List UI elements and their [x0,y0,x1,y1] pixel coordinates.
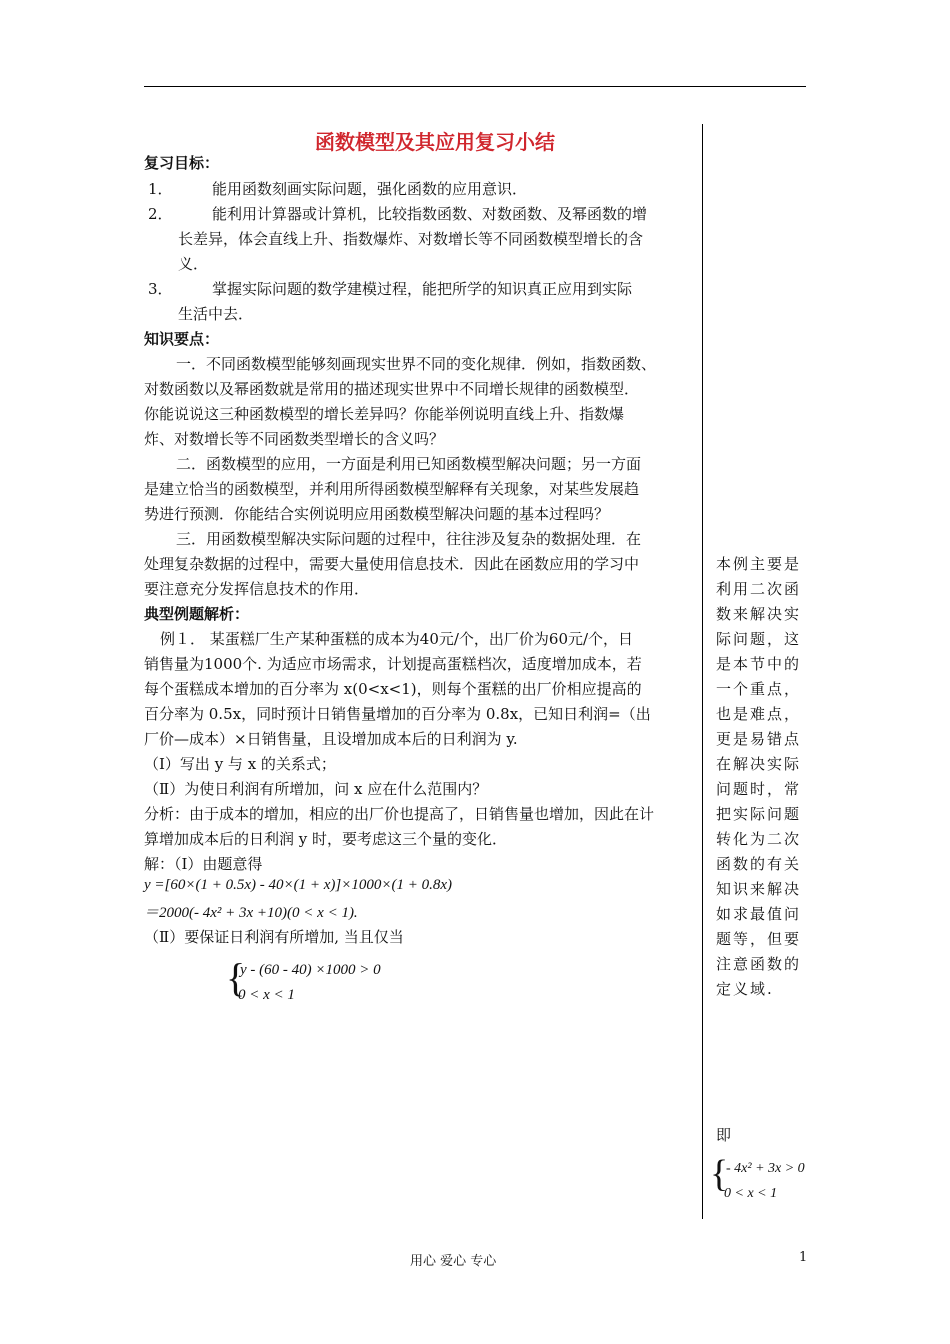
formula-line-1: y =[60×(1 + 0.5x) - 40×(1 + x)]×1000×(1 + 0.8x) [144,877,452,893]
header-rule [144,86,806,87]
point-3-line-3: 要注意充分发挥信息技术的作用． [144,580,370,598]
side-note-line-14: 知识来解决 [716,880,802,898]
example-question-2: （Ⅱ）为使日利润有所增加，问 x 应在什么范围内？ [144,780,488,798]
point-1-line-3: 你能说说这三种函数模型的增长差异吗？你能举例说明直线上升、指数爆 [144,405,625,423]
part-2-line: （Ⅱ）要保证日利润有所增加, 当且仅当 [144,928,404,946]
side-note-line-3: 数来解决实 [716,605,802,623]
goal-3-number: 3． [148,280,173,298]
side-note-line-5: 是本节中的 [716,655,802,673]
points-heading: 知识要点： [144,330,220,348]
analysis-line-1: 分析：由于成本的增加，相应的出厂价也提高了，日销售量也增加，因此在计 [144,805,655,823]
side-note-line-10: 问题时，常 [716,780,802,798]
example-line-1: 例１． 某蛋糕厂生产某种蛋糕的成本为40元/个，出厂价为60元/个，日 [160,630,634,648]
side-note-line-17: 注意函数的 [716,955,802,973]
point-1-line-1: 一．不同函数模型能够刻画现实世界不同的变化规律．例如，指数函数、 [176,355,657,373]
system-2-brace: { [710,1153,729,1195]
example-line-3: 每个蛋糕成本增加的百分率为 x(0<x<1)，则每个蛋糕的出厂价相应提高的 [144,680,642,698]
point-3-line-1: 三．用函数模型解决实际问题的过程中，往往涉及复杂的数据处理．在 [176,530,642,548]
goal-2-line-2: 长差异，体会直线上升、指数爆炸、对数增长等不同函数模型增长的含 [178,230,644,248]
example-question-1: （Ⅰ）写出 y 与 x 的关系式； [144,755,336,773]
point-2-line-1: 二．函数模型的应用，一方面是利用已知函数模型解决问题；另一方面 [176,455,642,473]
system-1-line-1: y - (60 - 40) ×1000 > 0 [240,962,381,978]
page-title: 函数模型及其应用复习小结 [315,130,555,154]
margin-divider [702,124,703,1219]
analysis-line-2: 算增加成本后的日利润 y 时，要考虑这三个量的变化． [144,830,508,848]
example-line-2: 销售量为1000个. 为适应市场需求，计划提高蛋糕档次，适度增加成本，若 [144,655,642,673]
side-note-line-7: 也是难点， [716,705,802,723]
point-1-line-2: 对数函数以及幂函数就是常用的描述现实世界中不同增长规律的函数模型． [144,380,640,398]
system-2-line-2: 0 < x < 1 [724,1186,778,1201]
side-note-line-12: 转化为二次 [716,830,802,848]
side-note-line-4: 际问题，这 [716,630,802,648]
goal-1-number: 1． [148,180,173,198]
side-note-line-1: 本例主要是 [716,555,802,573]
examples-heading: 典型例题解析： [144,605,250,623]
system-2-line-1: - 4x² + 3x > 0 [726,1161,805,1176]
side-ji: 即 [716,1126,734,1144]
point-2-line-3: 势进行预测．你能结合实例说明应用函数模型解决问题的基本过程吗？ [144,505,610,523]
goal-3-line-1: 掌握实际问题的数学建模过程，能把所学的知识真正应用到实际 [212,280,633,298]
goal-3-line-2: 生活中去． [178,305,254,323]
goals-heading: 复习目标： [144,154,220,172]
goal-2-number: 2． [148,205,173,223]
goal-1-line-1: 能用函数刻画实际问题，强化函数的应用意识． [212,180,528,198]
goal-2-line-3: 义． [178,255,209,273]
example-line-4: 百分率为 0.5x，同时预计日销售量增加的百分率为 0.8x，已知日利润=（出 [144,705,651,723]
system-1-line-2: 0 < x < 1 [238,987,295,1003]
side-note-line-9: 在解决实际 [716,755,802,773]
side-note-line-11: 把实际问题 [716,805,802,823]
solution-intro: 解：（Ⅰ）由题意得 [144,855,263,873]
example-line-5: 厂价—成本）×日销售量，且设增加成本后的日利润为 y. [144,730,518,748]
side-note-line-2: 利用二次函 [716,580,802,598]
point-3-line-2: 处理复杂数据的过程中，需要大量使用信息技术．因此在函数应用的学习中 [144,555,640,573]
side-note-line-16: 题等，但要 [716,930,802,948]
formula-line-2: ＝2000(- 4x² + 3x +10)(0 < x < 1). [144,905,358,921]
point-1-line-4: 炸、对数增长等不同函数类型增长的含义吗？ [144,430,445,448]
side-note-line-13: 函数的有关 [716,855,802,873]
goal-2-line-1: 能利用计算器或计算机，比较指数函数、对数函数、及幂函数的增 [212,205,648,223]
footer-motto: 用心 爱心 专心 [410,1254,497,1269]
side-note-line-8: 更是易错点 [716,730,802,748]
system-1-brace: { [226,955,246,1000]
page-number: 1 [799,1250,808,1265]
side-note-line-6: 一个重点， [716,680,802,698]
point-2-line-2: 是建立恰当的函数模型，并利用所得函数模型解释有关现象，对某些发展趋 [144,480,640,498]
side-note-line-18: 定义域. [716,980,774,998]
side-note-line-15: 如求最值问 [716,905,802,923]
